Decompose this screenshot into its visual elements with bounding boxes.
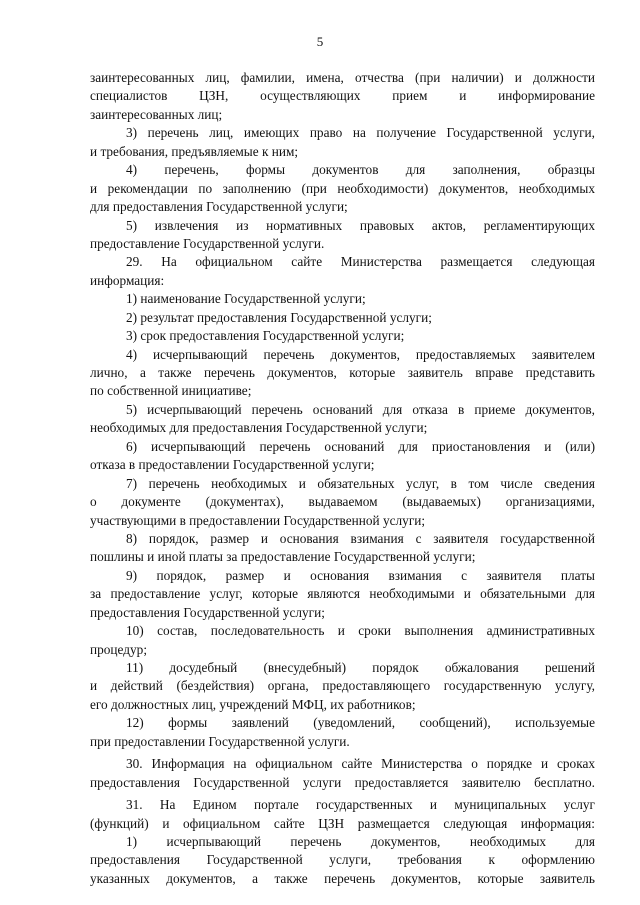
text-line: 4) исчерпывающий перечень документов, предоставляемых заявителем [126, 346, 595, 362]
text-line: 7) перечень необходимых и обязательных услуг, в том числе сведения [126, 475, 595, 491]
text-line: участвующими в предоставлении Государственной услуги; [90, 512, 426, 528]
text-line: информация: [90, 272, 165, 288]
text-line: 4) перечень, формы документов для заполнения, образцы [126, 162, 595, 178]
text-line: предоставления Государственной услуги предоставляется заявителю бесплатно. [90, 774, 595, 790]
text-line: пошлины и иной платы за предоставление Государственной услуги; [90, 549, 476, 565]
text-line: заинтересованных лиц; [90, 106, 223, 122]
document-body [90, 69, 595, 888]
text-line: необходимых для предоставления Государственной услуги; [90, 420, 428, 436]
text-line: предоставления Государственной услуги, требования к оформлению [90, 852, 595, 868]
text-line: 6) исчерпывающий перечень оснований для приостановления и (или) [126, 438, 595, 454]
text-line: процедур; [90, 641, 148, 657]
text-line: 1) исчерпывающий перечень документов, необходимых для [126, 833, 595, 849]
text-line: 3) срок предоставления Государственной услуги; [126, 328, 405, 344]
text-line: 1) наименование Государственной услуги; [126, 291, 366, 307]
text-line: и действий (бездействия) органа, предоставляющего государственную услугу, [90, 678, 595, 694]
text-line: 3) перечень лиц, имеющих право на получение Государственной услуги, [126, 125, 595, 141]
text-line: указанных документов, а также перечень документов, которые заявитель [90, 870, 595, 886]
text-line: 2) результат предоставления Государственной услуги; [126, 309, 432, 325]
text-line: отказа в предоставлении Государственной услуги; [90, 457, 375, 473]
text-line: 11) досудебный (внесудебный) порядок обжалования решений [126, 660, 595, 675]
text-line: 9) порядок, размер и основания взимания с заявителя платы [126, 567, 595, 583]
text-line: 31. На Едином портале государственных и муниципальных услуг [126, 797, 595, 813]
text-line: лично, а также перечень документов, которые заявитель вправе представить [90, 365, 595, 380]
text-line: 8) порядок, размер и основания взимания с заявителя государственной [126, 530, 595, 546]
text-line: и рекомендации по заполнению (при необходимости) документов, необходимых [90, 180, 595, 196]
text-line: 10) состав, последовательность и сроки выполнения административных [126, 623, 595, 639]
text-line: 5) исчерпывающий перечень оснований для отказа в приеме документов, [126, 401, 595, 417]
text-line: 5) извлечения из нормативных правовых актов, регламентирующих [126, 217, 595, 233]
text-line: для предоставления Государственной услуги; [90, 199, 348, 215]
text-line: его должностных лиц, учреждений МФЦ, их работников; [90, 696, 416, 712]
text-line: 29. На официальном сайте Министерства размещается следующая [126, 254, 595, 270]
text-line: специалистов ЦЗН, осуществляющих прием и информирование [90, 88, 595, 104]
page-number: 5 [316, 34, 324, 49]
text-line: о документе (документах), выдаваемом (выдаваемых) организациями, [90, 494, 595, 510]
text-line: и требования, предъявляемые к ним; [90, 143, 299, 159]
text-line: за предоставление услуг, которые являются необходимыми и обязательными для [90, 586, 595, 602]
text-line: 30. Информация на официальном сайте Министерства о порядке и сроках [126, 756, 595, 772]
text-line: предоставления Государственной услуги; [90, 604, 325, 620]
text-line: 12) формы заявлений (уведомлений, сообщений), используемые [126, 715, 595, 731]
text-line: (функций) и официальном сайте ЦЗН размещается следующая информация: [90, 815, 595, 831]
text-line: предоставление Государственной услуги. [90, 235, 325, 251]
text-line: по собственной инициативе; [90, 383, 252, 399]
text-line: при предоставлении Государственной услуги. [90, 733, 350, 749]
text-line: заинтересованных лиц, фамилии, имена, отчества (при наличии) и должности [90, 70, 595, 85]
